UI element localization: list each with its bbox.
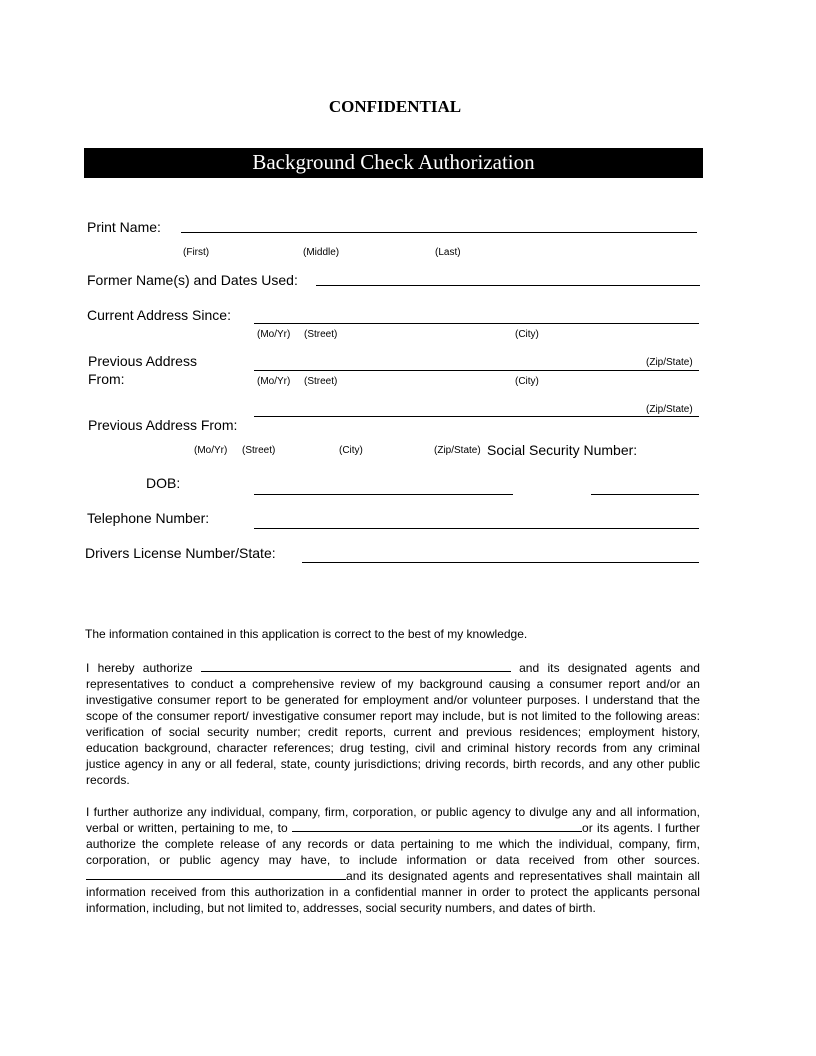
last-caption: (Last) xyxy=(435,247,461,258)
company-name-blank-1[interactable] xyxy=(201,660,511,672)
authorization-paragraph-1 xyxy=(86,660,700,788)
drivers-license-label: Drivers License Number/State: xyxy=(85,545,276,561)
p2-end-text: and its designated agents and representatives shall maintain all information received from this authorization in a confidential manner in order to protect the applicants personal information, including, but not limited to, addresses, social security numbers, and dates of birth. xyxy=(86,869,700,915)
dob-field[interactable] xyxy=(591,494,699,495)
form-title-bar: Background Check Authorization xyxy=(84,148,703,178)
previous-address-2-field[interactable] xyxy=(254,416,699,417)
prev2-street-caption: (Street) xyxy=(242,445,276,456)
p1-rest-text: representatives to conduct a comprehensive review of my background causing a consumer report and/or an investigative consumer report to be generated for employment and/or volunteer purposes. I understand that the scope of the consumer report/ investigative consumer report may include, but is not limited to the following areas: verification of social security number; credit reports, current and previous residences; employment history, education background, character references; drug testing, civil and criminal history records from any criminal justice agency in any or all federal, state, county jurisdictions; driving records, birth records, and any other public records. xyxy=(86,677,700,787)
current-city-caption: (City) xyxy=(515,329,539,340)
p2-mid-text: or its agents. I further authorize the complete release of any records or data pertaining to me which the individual, company, firm, corporation, or public agency may have, to include information or data received from other sources. xyxy=(86,821,700,867)
accuracy-statement: The information contained in this application is correct to the best of my knowledge. xyxy=(85,627,528,641)
print-name-field[interactable] xyxy=(181,232,697,233)
confidential-heading: CONFIDENTIAL xyxy=(328,97,462,116)
first-caption: (First) xyxy=(183,247,210,258)
former-names-field[interactable] xyxy=(316,285,700,286)
previous-address-label-line2: From: xyxy=(88,371,125,387)
p1-after-blank-text: and its designated agents and xyxy=(519,661,700,675)
current-zip-caption: (Zip/State) xyxy=(646,357,693,368)
current-address-label: Current Address Since: xyxy=(87,307,231,323)
previous-address-1-field[interactable] xyxy=(254,370,699,371)
prev1-mo-yr-caption: (Mo/Yr) xyxy=(257,376,291,387)
current-street-caption: (Street) xyxy=(304,329,338,340)
print-name-label: Print Name: xyxy=(87,219,161,235)
authorization-paragraph-2 xyxy=(86,804,700,916)
telephone-label: Telephone Number: xyxy=(87,510,210,526)
former-names-label: Former Name(s) and Dates Used: xyxy=(87,272,298,288)
p1-start-text: I hereby authorize xyxy=(86,661,193,675)
telephone-field[interactable] xyxy=(254,528,699,529)
drivers-license-field[interactable] xyxy=(302,562,699,563)
ssn-label: Social Security Number: xyxy=(487,442,638,458)
prev1-street-caption: (Street) xyxy=(304,376,338,387)
company-name-blank-2[interactable] xyxy=(292,820,582,832)
current-mo-yr-caption: (Mo/Yr) xyxy=(257,329,291,340)
prev1-zip-caption: (Zip/State) xyxy=(646,404,693,415)
middle-caption: (Middle) xyxy=(303,247,340,258)
p1-first-line xyxy=(86,660,700,676)
current-address-field[interactable] xyxy=(254,323,699,324)
p2-start-text: I further authorize any individual, company, firm, corporation, or public agency to divulge any and all information, verbal or written, pertaining to me, to xyxy=(86,805,700,835)
ssn-field[interactable] xyxy=(254,494,513,495)
dob-label: DOB: xyxy=(146,475,181,491)
company-name-blank-3[interactable] xyxy=(86,868,346,880)
prev2-mo-yr-caption: (Mo/Yr) xyxy=(194,445,228,456)
previous-address-label-line1: Previous Address xyxy=(88,353,197,369)
prev2-zip-caption: (Zip/State) xyxy=(434,445,481,456)
prev1-city-caption: (City) xyxy=(515,376,539,387)
prev2-city-caption: (City) xyxy=(339,445,363,456)
previous-address-from-label: Previous Address From: xyxy=(88,417,238,433)
